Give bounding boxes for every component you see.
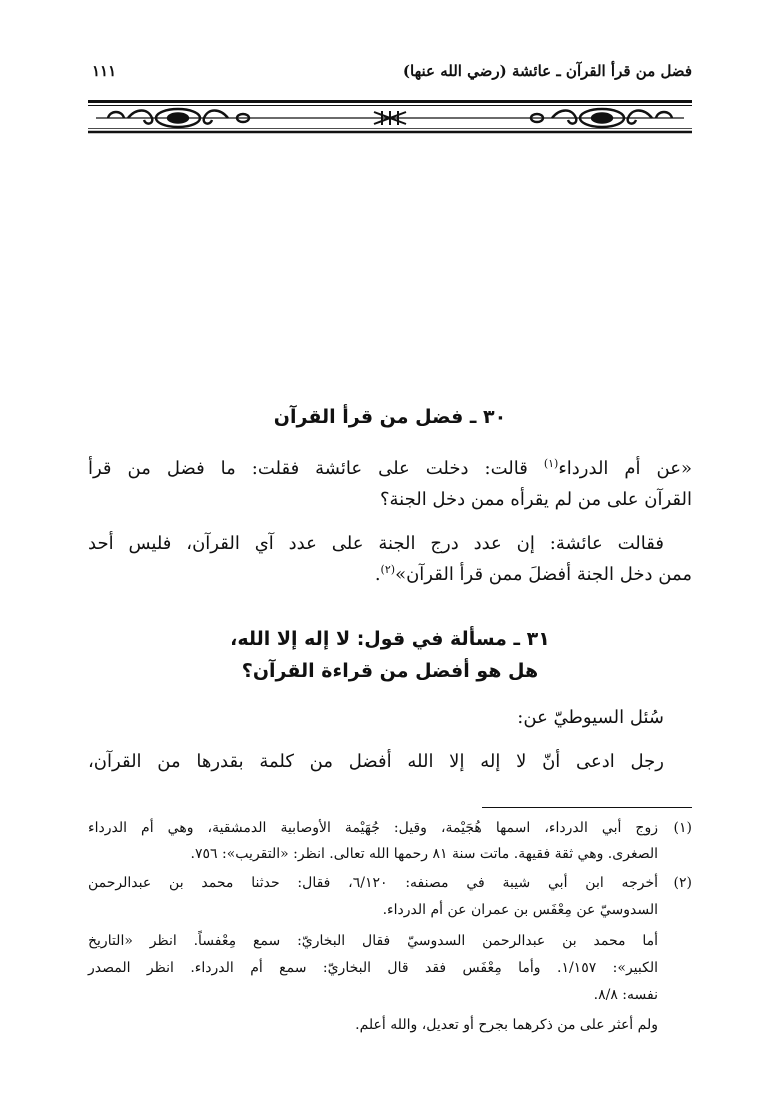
running-header-title: فضل من قرأ القرآن ـ عائشة (رضي الله عنها) xyxy=(402,62,692,80)
para2-end: . xyxy=(374,564,381,585)
page-number: ١١١ xyxy=(92,62,117,80)
footnote-2-text-cont: نفسه: ٨/٨. xyxy=(593,987,658,1003)
section-30-para2-line1: فقالت عائشة: إن عدد درج الجنة على عدد آي القرآن، فليس أحد xyxy=(88,533,664,554)
section-31-line2: رجل ادعى أنّ لا إله إلا الله أفضل من كلمة بقدرها من القرآن، xyxy=(88,751,664,772)
footnote-2-marker: (٢) xyxy=(673,875,692,891)
section-31-heading-line2: هل هو أفضل من قراءة القرآن؟ xyxy=(241,660,539,682)
footnote-2-text-cont: أما محمد بن عبدالرحمن السدوسيّ فقال البخاريّ: سمع مِعْفساً. انظر «التاريخ xyxy=(88,933,658,949)
para1-text-rest: قالت: دخلت على عائشة فقلت: ما فضل من قرأ xyxy=(88,458,544,479)
footnote-2-text-cont: السدوسيّ عن مِعْفَس بن عمران عن أم الدرداء. xyxy=(382,902,658,918)
footnote-2-text: أخرجه ابن أبي شيبة في مصنفه: ٦/١٢٠، فقال: حدثنا محمد بن عبدالرحمن xyxy=(88,875,658,891)
section-30-para1-line1 xyxy=(88,455,692,483)
footnote-ref-2[interactable]: (٢) xyxy=(380,563,396,576)
footnote-1-text-cont: الصغرى. وهي ثقة فقيهة. ماتت سنة ٨١ رحمها الله تعالى. انظر: «التقريب»: ٧٥٦. xyxy=(190,846,658,862)
footnote-separator xyxy=(482,807,692,808)
section-30-para2-line2 xyxy=(88,561,692,589)
footnote-1-marker: (١) xyxy=(673,820,692,836)
section-31-line1: سُئل السيوطيّ عن: xyxy=(517,707,664,728)
section-31-heading-line1: ٣١ ـ مسألة في قول: لا إله إلا الله، xyxy=(230,628,550,650)
para1-text-start: «عن أم الدرداء xyxy=(558,458,692,479)
para2-text: ممن دخل الجنة أفضلَ ممن قرأ القرآن» xyxy=(395,564,692,585)
decorative-border-icon xyxy=(88,100,692,134)
footnote-1-text: زوج أبي الدرداء، اسمها هُجَيْمة، وقيل: جُهَيْمة الأوصابية الدمشقية، وهي أم الدرداء xyxy=(88,820,658,836)
section-30-para1-line2: القرآن على من لم يقرأه ممن دخل الجنة؟ xyxy=(379,489,692,510)
footnote-2-text-cont: ولم أعثر على من ذكرهما بجرح أو تعديل، والله أعلم. xyxy=(355,1017,658,1033)
footnote-2-text-cont: الكبير»: ١/١٥٧. وأما مِعْفَس فقد قال البخاريّ: سمع أم الدرداء. انظر المصدر xyxy=(88,960,659,976)
footnote-ref-1[interactable]: (١) xyxy=(543,457,559,470)
running-header xyxy=(88,62,692,90)
section-30-heading: ٣٠ ـ فضل من قرأ القرآن xyxy=(273,406,507,428)
